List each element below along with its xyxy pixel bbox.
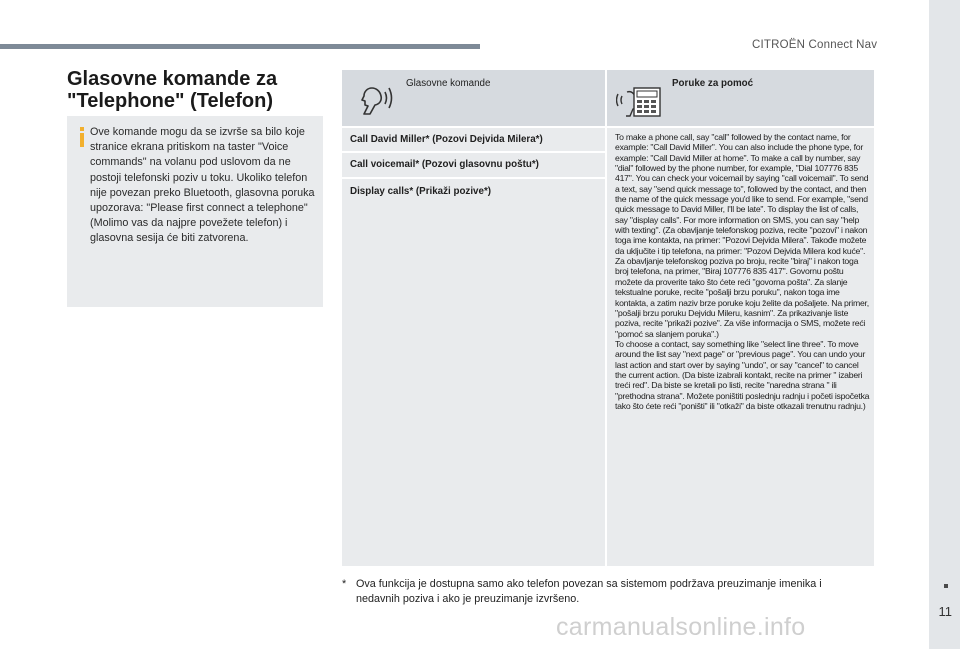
help-message-icon xyxy=(616,82,662,120)
info-box xyxy=(67,116,323,307)
voice-command-icon xyxy=(356,84,396,118)
row-separator xyxy=(342,177,605,179)
table-header xyxy=(342,70,874,126)
header-divider xyxy=(605,70,607,126)
command-display-calls: Display calls* (Prikaži pozive*) xyxy=(350,186,492,197)
watermark: carmanualsonline.info xyxy=(556,613,806,641)
command-call-voicemail: Call voicemail* (Pozovi glasovnu poštu*) xyxy=(350,159,539,170)
page-number: 11 xyxy=(938,604,952,619)
column-divider xyxy=(605,128,607,566)
section-title-line-1: Glasovne komande za xyxy=(67,68,278,90)
footnote-text: Ova funkcija je dostupna samo ako telefon povezan sa sistemom podržava preuzimanje imenika i nedavnih poziva i ako je preuzimanje izvršeno. xyxy=(356,578,822,605)
header-commands-label: Glasovne komande xyxy=(406,78,491,89)
footnote-mark: * xyxy=(342,578,347,590)
help-message-text: To make a phone call, say "call" followed by the contact name, for example: "Call David Miller". You can also include the phone type, for example: "Call David Miller at home". To make a call by number, say "dial" followed by the phone number, for example, "Dial 107776 835 417". You can check your voicemail by saying "call voicemail". To send a text, say "send quick message to", followed by the contact, and then the name of the quick message you'd like to send. For example, "send quick message to David Miller, I'll be late". To display the list of calls, say "display calls". For more information on SMS, you can say "help with texting". (Za obavljanje telefonskog poziva, recite "pozovi" i nakon toga ime kontakta, na primer: "Pozovi Dejvida Milera". Takođe možete da uključite i tip telefona, na primer: "Pozovi Dejvida Milera kod kuće". Za obavljanje telefonskog poziva po broju, recite "biraj" i nakon toga broj telefona, na primer, "Biraj 107776 835 417". Govornu poštu možete da proverite tako što ćete reći "govorna pošta". Za slanje tekstualne poruke, recite "pošalji brzu poruku", nakon toga ime kontakta, a zatim naziv brze poruke koju želite da pošaljete. Na primer, "pošalji brzu poruku Dejvidu Mileru, kasnim". Za prikazivanje liste poziva, recite "prikaži pozive". Za više informacija o SMS, možete reći "pomoć sa slanjem poruka".) To choose a contact, say something like "select line three". To move around the list say "next page" or "previous page". You can undo your last action and start over by saying "undo", or say "cancel" to cancel the current action. (Da biste izabrali kontakt, recite na primer " izaberi treći red". Da biste se kretali po listi, recite "naredna strana " ili "prethodna strana". Možete poništiti poslednju radnju i početi ispočetka tako što ćete reći "poništi" ili "otkaži" da biste otkazali trenutnu radnju.) xyxy=(615,132,870,411)
header-rule xyxy=(0,44,480,49)
header-commands-cell xyxy=(342,70,604,126)
info-icon xyxy=(76,126,90,148)
voice-commands-table xyxy=(342,70,874,566)
page-sidebar xyxy=(929,0,960,649)
header-help-label: Poruke za pomoć xyxy=(672,78,754,89)
section-marker xyxy=(944,584,948,588)
command-call-contact: Call David Miller* (Pozovi Dejvida Milera*) xyxy=(350,134,543,145)
header-help-cell xyxy=(608,70,874,126)
row-separator xyxy=(342,151,605,153)
info-text: Ove komande mogu da se izvrše sa bilo koje stranice ekrana pritiskom na taster "Voice commands" na volanu pod uslovom da ne postoji telefonski poziv u toku. Ukoliko telefon nije povezan preko Bluetooth, glasovna poruka upozorava: "Please first connect a telephone" (Molimo vas da najpre povežete telefon) i glasovna sesija će biti zatvorena. xyxy=(90,126,315,245)
section-title xyxy=(67,68,327,112)
brand-label: CITROËN Connect Nav xyxy=(752,39,878,51)
section-title-line-2: "Telephone" (Telefon) xyxy=(67,90,273,112)
